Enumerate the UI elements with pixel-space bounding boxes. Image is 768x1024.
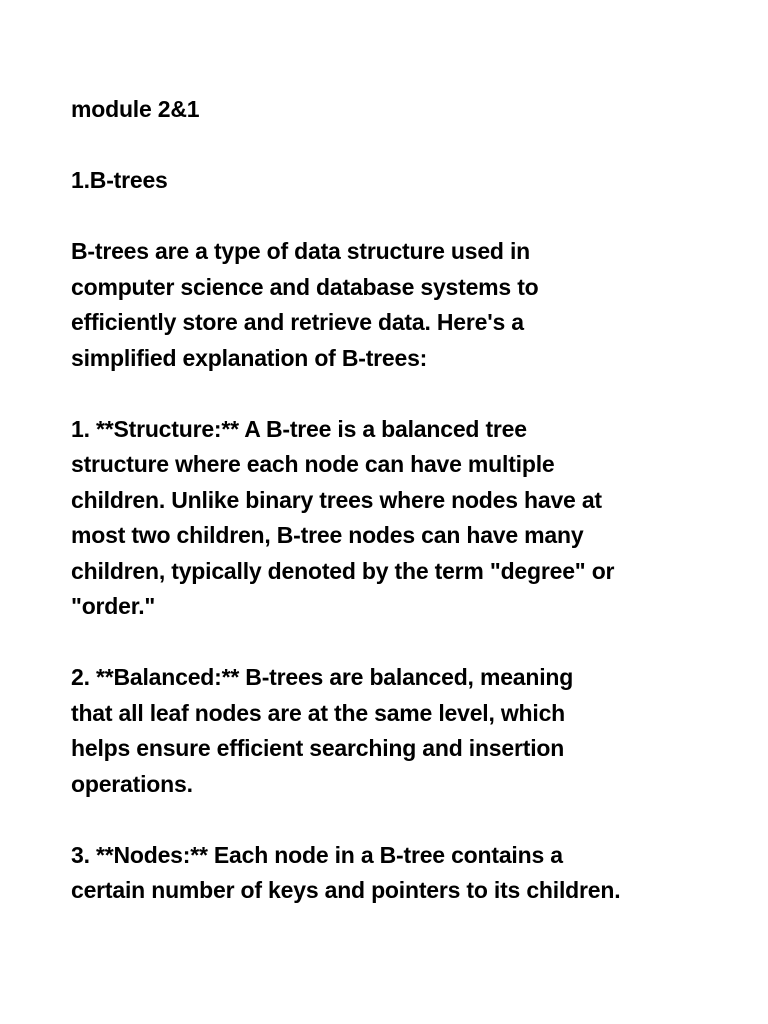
text-line: 1. **Structure:** A B-tree is a balanced tree	[71, 415, 527, 442]
point-structure	[71, 412, 711, 625]
text-line: most two children, B-tree nodes can have many	[71, 522, 584, 548]
text-line: B-trees are a type of data structure used in	[71, 238, 531, 264]
intro-paragraph	[71, 234, 711, 376]
paragraph-gap	[71, 199, 711, 235]
text-line: helps ensure efficient searching and insertion	[71, 735, 565, 761]
section-heading: 1.B-trees	[71, 167, 168, 193]
point-nodes	[71, 838, 711, 909]
paragraph-gap	[71, 376, 711, 412]
text-line: 2. **Balanced:** B-trees are balanced, meaning	[71, 664, 574, 690]
document-body	[71, 92, 711, 909]
paragraph-gap	[71, 625, 711, 661]
text-line: children. Unlike binary trees where nodes have at	[71, 486, 602, 513]
text-line: operations.	[71, 770, 193, 797]
text-line: simplified explanation of B-trees:	[71, 344, 428, 371]
text-line: that all leaf nodes are at the same level, which	[71, 699, 566, 726]
point-balanced	[71, 660, 711, 802]
text-line: efficiently store and retrieve data. Here's a	[71, 309, 524, 335]
text-line: children, typically denoted by the term "degree" or	[71, 557, 615, 584]
paragraph-gap	[71, 128, 711, 164]
text-line: computer science and database systems to	[71, 273, 539, 300]
text-line: structure where each node can have multiple	[71, 451, 555, 477]
text-line: "order."	[71, 593, 156, 619]
text-line: certain number of keys and pointers to its children.	[71, 877, 621, 903]
module-title: module 2&1	[71, 96, 200, 122]
text-line: 3. **Nodes:** Each node in a B-tree contains a	[71, 841, 563, 868]
paragraph-gap	[71, 802, 711, 838]
